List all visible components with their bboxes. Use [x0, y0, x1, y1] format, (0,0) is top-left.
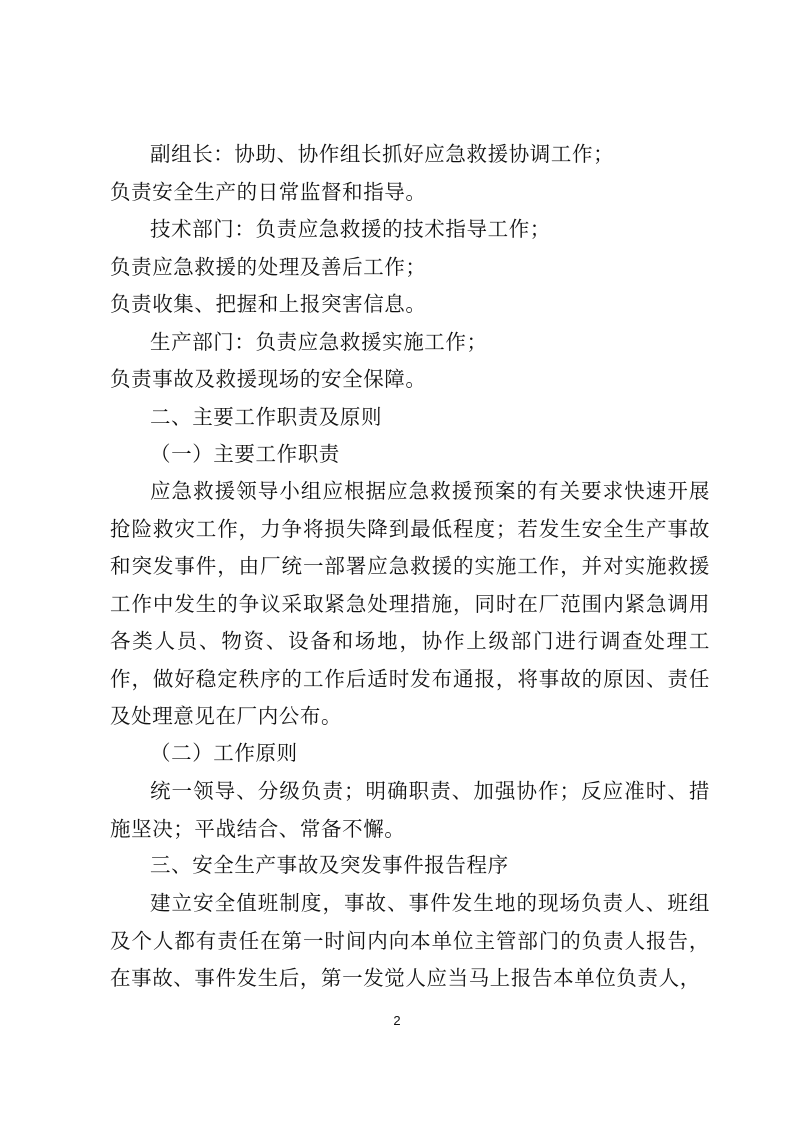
section-heading-2: 二、主要工作职责及原则	[150, 405, 383, 429]
line-production-dept: 生产部门：负责应急救援实施工作；	[150, 330, 488, 354]
paragraph-report-procedure: 建立安全值班制度，事故、事件发生地的现场负责人、班组及个人都有责任在第一时间内向本单位主管部门的负责人报告，在事故、事件发生后，第一发觉人应当马上报告本单位负责人，	[110, 891, 710, 990]
page-number: 2	[393, 1013, 401, 1028]
paragraph-main-duties: 应急救援领导小组应根据应急救援预案的有关要求快速开展抢险救灾工作，力争将损失降到最低程度；若发生安全生产事故和突发事件，由厂统一部署应急救援的实施工作，并对实施救援工作中发生的争议采取紧急处理措施，同时在厂范围内紧急调用各类人员、物资、设备和场地，协作上级部门进行调查处理工作，做好稳定秩序的工作后适时发布通报，将事故的原因、责任及处理意见在厂内公布。	[110, 479, 710, 728]
line-deputy-leader-duty: 负责安全生产的日常监督和指导。	[110, 180, 427, 204]
section-heading-3: 三、安全生产事故及突发事件报告程序	[150, 853, 509, 877]
line-production-dept-duty: 负责事故及救援现场的安全保障。	[110, 367, 427, 391]
line-deputy-leader: 副组长：协助、协作组长抓好应急救援协调工作；	[150, 142, 615, 166]
line-technical-dept: 技术部门：负责应急救援的技术指导工作；	[150, 217, 551, 241]
subheading-main-duties: （一）主要工作职责	[150, 442, 340, 466]
subheading-principles: （二）工作原则	[150, 741, 298, 765]
paragraph-principles: 统一领导、分级负责；明确职责、加强协作；反应准时、措施坚决；平战结合、常备不懈。	[110, 779, 710, 841]
line-technical-dept-duty-1: 负责应急救援的处理及善后工作；	[110, 255, 427, 279]
line-technical-dept-duty-2: 负责收集、把握和上报突害信息。	[110, 292, 427, 316]
